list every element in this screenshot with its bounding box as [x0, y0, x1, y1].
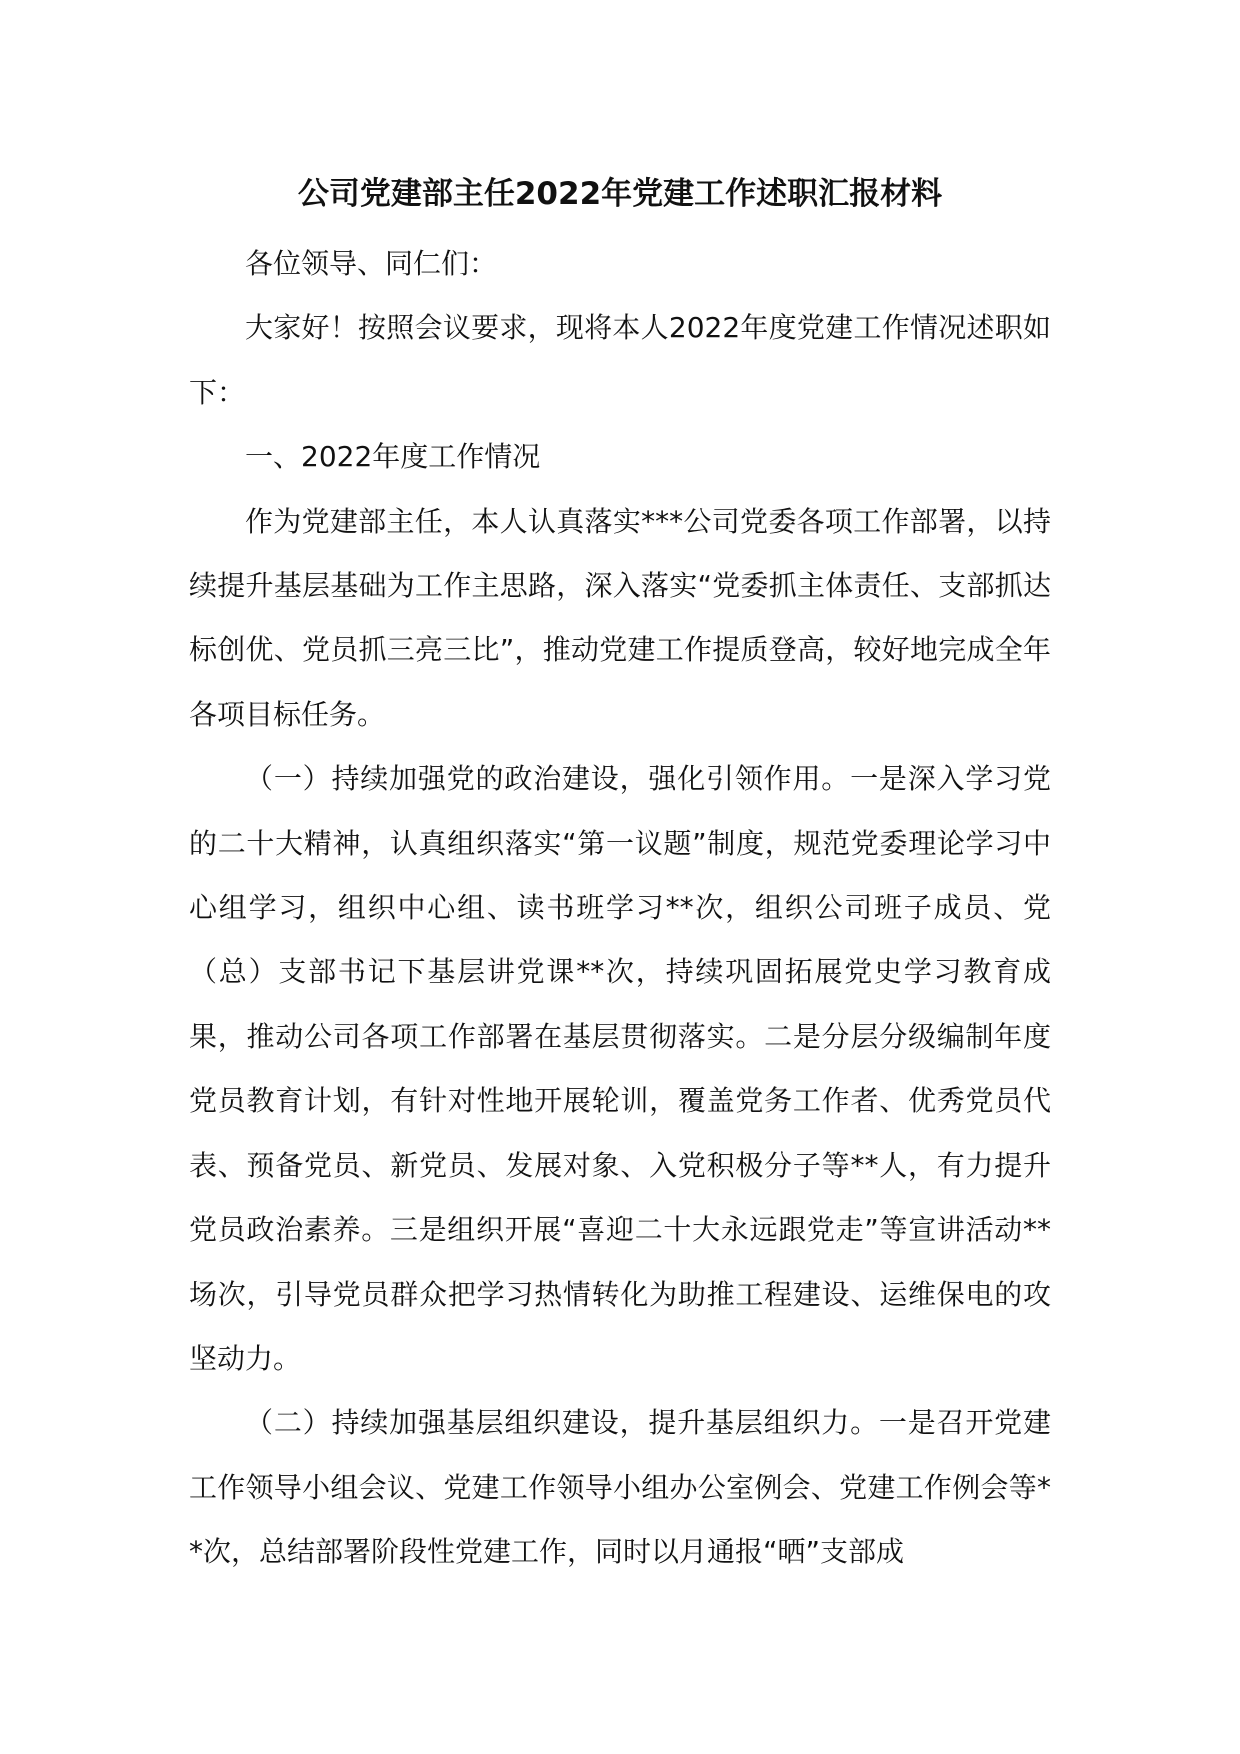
body-paragraph: （二）持续加强基层组织建设，提升基层组织力。一是召开党建工作领导小组会议、党建工作领导小组办公室例会、党建工作例会等**次，总结部署阶段性党建工作，同时以月通报“晒”支部成: [189, 1406, 1051, 1569]
body-paragraph: 作为党建部主任，本人认真落实***公司党委各项工作部署，以持续提升基层基础为工作主思路，深入落实“党委抓主体责任、支部抓达标创优、党员抓三亮三比”，推动党建工作提质登高，较好地完成全年各项目标任务。: [189, 504, 1051, 731]
salutation: 各位领导、同仁们：: [245, 247, 498, 280]
document-title: 公司党建部主任2022年党建工作述职汇报材料: [297, 176, 943, 212]
document-page: [189, 170, 1051, 1585]
body-paragraph: （一）持续加强党的政治建设，强化引领作用。一是深入学习党的二十大精神，认真组织落实“第一议题”制度，规范党委理论学习中心组学习，组织中心组、读书班学习**次，组织公司班子成员、党（总）支部书记下基层讲党课**次，持续巩固拓展党史学习教育成果，推动公司各项工作部署在基层贯彻落实。二是分层分级编制年度党员教育计划，有针对性地开展轮训，覆盖党务工作者、优秀党员代表、预备党员、新党员、发展对象、入党积极分子等**人，有力提升党员政治素养。三是组织开展“喜迎二十大永远跟党走”等宣讲活动**场次，引导党员群众把学习热情转化为助推工程建设、运维保电的攻坚动力。: [189, 762, 1051, 1375]
opening-paragraph: 大家好！按照会议要求，现将本人2022年度党建工作情况述职如下：: [189, 311, 1051, 409]
section-heading: 一、2022年度工作情况: [245, 440, 541, 474]
